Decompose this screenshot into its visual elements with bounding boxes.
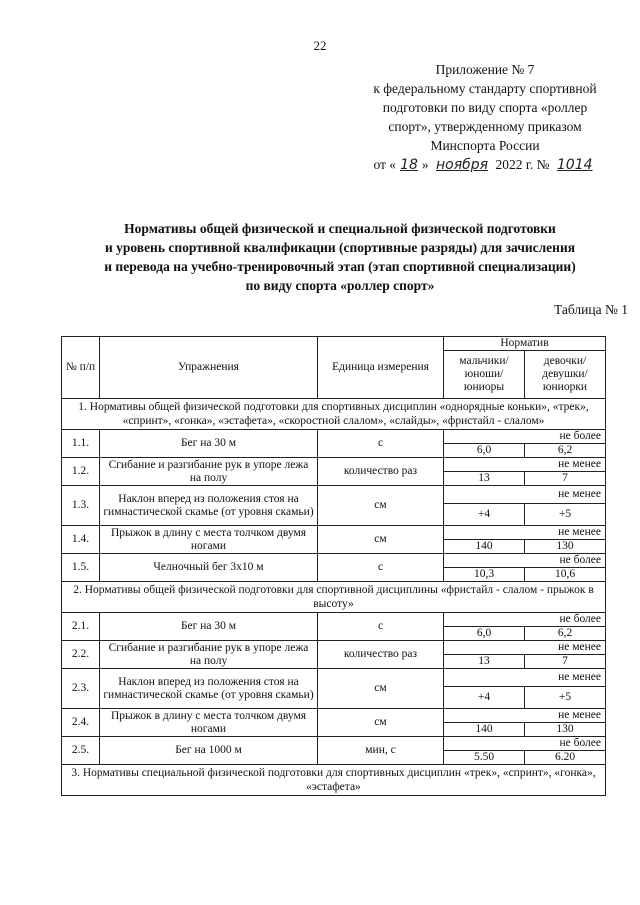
header-unit: Единица измерения	[318, 337, 444, 399]
row-number: 1.2.	[62, 458, 100, 486]
row-condition: не более	[444, 613, 606, 627]
table-row	[62, 526, 606, 540]
norms-table	[61, 336, 606, 796]
date-year: 2022 г. №	[495, 157, 550, 172]
date-mid: »	[421, 157, 429, 172]
order-number-handwritten: 1014	[556, 157, 593, 173]
row-condition: не более	[444, 430, 606, 444]
value-girls: 130	[525, 540, 606, 554]
row-unit: см	[318, 486, 444, 526]
row-number: 2.2.	[62, 641, 100, 669]
row-unit: с	[318, 554, 444, 582]
row-number: 2.3.	[62, 669, 100, 709]
table-caption: Таблица № 1	[554, 302, 628, 317]
table-body	[62, 399, 606, 796]
row-unit: см	[318, 526, 444, 554]
value-girls: 7	[525, 472, 606, 486]
row-number: 2.1.	[62, 613, 100, 641]
header-girls: девочки/ девушки/ юниорки	[525, 351, 606, 399]
appendix-line: спорт», утвержденному приказом	[388, 119, 582, 134]
value-girls: +5	[525, 504, 606, 526]
row-condition: не менее	[444, 669, 606, 687]
row-condition: не более	[444, 737, 606, 751]
header-num: № п/п	[62, 337, 100, 399]
row-exercise: Бег на 30 м	[100, 430, 318, 458]
row-exercise: Сгибание и разгибание рук в упоре лежа на полу	[100, 458, 318, 486]
row-condition: не менее	[444, 709, 606, 723]
row-number: 1.1.	[62, 430, 100, 458]
row-condition: не более	[444, 554, 606, 568]
section-title: 2. Нормативы общей физической подготовки для спортивной дисциплины «фристайл - слалом - прыжок в высоту»	[62, 582, 606, 613]
row-number: 1.3.	[62, 486, 100, 526]
table-row	[62, 669, 606, 687]
table-row	[62, 641, 606, 655]
row-number: 2.5.	[62, 737, 100, 765]
appendix-line: подготовки по виду спорта «роллер	[382, 100, 588, 115]
value-girls: 10,6	[525, 568, 606, 582]
title-line: и перевода на учебно-тренировочный этап (этап спортивной специализации)	[104, 259, 576, 274]
title-line: по виду спорта «роллер спорт»	[245, 278, 435, 293]
value-girls: +5	[525, 687, 606, 709]
row-unit: мин, с	[318, 737, 444, 765]
row-unit: с	[318, 613, 444, 641]
row-exercise: Прыжок в длину с места толчком двумя ногами	[100, 526, 318, 554]
value-boys: 13	[444, 655, 525, 669]
value-boys: +4	[444, 504, 525, 526]
value-boys: 6,0	[444, 444, 525, 458]
section-row	[62, 582, 606, 613]
section-row	[62, 765, 606, 796]
value-boys: 140	[444, 540, 525, 554]
table-row	[62, 430, 606, 444]
row-condition: не менее	[444, 641, 606, 655]
row-exercise: Челночный бег 3х10 м	[100, 554, 318, 582]
row-unit: количество раз	[318, 458, 444, 486]
appendix-date-line	[340, 155, 630, 175]
title-line: и уровень спортивной квалификации (спортивные разряды) для зачисления	[104, 240, 576, 255]
section-title: 1. Нормативы общей физической подготовки для спортивных дисциплин «однорядные коньки», «трек», «спринт», «гонка», «эстафета», «скоростной слалом», «слайды», «фристайл - слалом»	[62, 399, 606, 430]
value-girls: 7	[525, 655, 606, 669]
table-row	[62, 709, 606, 723]
table-row	[62, 554, 606, 568]
table-row	[62, 613, 606, 627]
value-girls: 6,2	[525, 444, 606, 458]
row-exercise: Сгибание и разгибание рук в упоре лежа на полу	[100, 641, 318, 669]
value-girls: 6.20	[525, 751, 606, 765]
section-row	[62, 399, 606, 430]
value-boys: 6,0	[444, 627, 525, 641]
row-exercise: Бег на 30 м	[100, 613, 318, 641]
row-exercise: Прыжок в длину с места толчком двумя ногами	[100, 709, 318, 737]
table-row	[62, 486, 606, 504]
row-condition: не менее	[444, 526, 606, 540]
table-row	[62, 737, 606, 751]
header-boys: мальчики/ юноши/ юниоры	[444, 351, 525, 399]
date-month-handwritten: ноября	[436, 157, 489, 173]
row-condition: не менее	[444, 458, 606, 472]
value-girls: 6,2	[525, 627, 606, 641]
header-norm: Норматив	[444, 337, 606, 351]
appendix-line: Приложение № 7	[435, 62, 535, 77]
value-boys: 5.50	[444, 751, 525, 765]
row-number: 1.4.	[62, 526, 100, 554]
value-boys: 13	[444, 472, 525, 486]
row-unit: см	[318, 709, 444, 737]
row-exercise: Наклон вперед из положения стоя на гимнастической скамье (от уровня скамьи)	[100, 669, 318, 709]
value-boys: +4	[444, 687, 525, 709]
row-unit: с	[318, 430, 444, 458]
row-unit: см	[318, 669, 444, 709]
row-condition: не менее	[444, 486, 606, 504]
row-exercise: Наклон вперед из положения стоя на гимнастической скамье (от уровня скамьи)	[100, 486, 318, 526]
document-title	[40, 219, 640, 295]
section-title: 3. Нормативы специальной физической подготовки для спортивных дисциплин «трек», «спринт», «гонка», «эстафета»	[62, 765, 606, 796]
appendix-block	[340, 60, 630, 175]
value-girls: 130	[525, 723, 606, 737]
title-line: Нормативы общей физической и специальной физической подготовки	[124, 221, 556, 236]
row-number: 2.4.	[62, 709, 100, 737]
date-prefix: от «	[373, 157, 397, 172]
row-unit: количество раз	[318, 641, 444, 669]
table-row	[62, 458, 606, 472]
date-day-handwritten: 18	[400, 157, 418, 173]
header-exercise: Упражнения	[100, 337, 318, 399]
appendix-line: Минспорта России	[430, 138, 540, 153]
value-boys: 10,3	[444, 568, 525, 582]
row-number: 1.5.	[62, 554, 100, 582]
row-exercise: Бег на 1000 м	[100, 737, 318, 765]
appendix-line: к федеральному стандарту спортивной	[373, 81, 597, 96]
value-boys: 140	[444, 723, 525, 737]
page-number: 22	[313, 38, 327, 53]
